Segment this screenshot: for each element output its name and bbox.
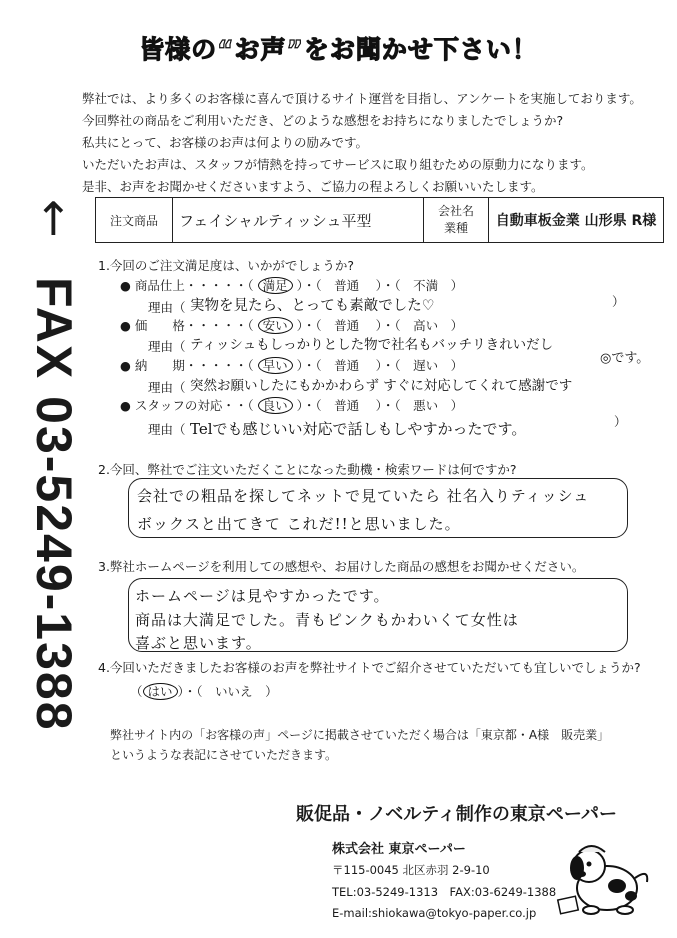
rating-option[interactable]: 普通 — [334, 278, 360, 293]
dog-mascot-icon — [555, 838, 655, 920]
intro-line: 弊社では、より多くのお客様に喜んで頂けるサイト運営を目指し、アンケートを実施しております。 — [82, 91, 642, 106]
company-label — [424, 198, 489, 243]
answer-box-motive[interactable] — [128, 478, 628, 538]
rating-label: ● 商品仕上・・・・・（ — [120, 278, 254, 293]
company-label-industry: 業種 — [443, 221, 468, 235]
reason-label: 理由（ — [148, 300, 186, 315]
consent-yes[interactable]: はい — [143, 683, 178, 700]
rating-row-staff: ● スタッフの対応・・（ 良い ）・（ 普通 ）・（ 悪い ） — [120, 398, 464, 413]
rating-label: ● スタッフの対応・・（ — [120, 398, 254, 413]
reason-answer[interactable]: 突然お願いしたにもかかわらず すぐに対応してくれて感謝です — [190, 378, 573, 394]
rating-option-selected[interactable]: 満足 — [258, 277, 293, 294]
brand-tagline: 販促品・ノベルティ制作の東京ペーパー — [296, 804, 617, 825]
reason-answer[interactable]: Telでも感じいい対応で話しもしやすかったです。 — [190, 420, 527, 438]
intro-text — [82, 88, 662, 198]
intro-line: 私共にとって、お客様のお声は何よりの励みです。 — [82, 135, 369, 150]
reason-label: 理由（ — [148, 380, 186, 395]
reason-label: 理由（ — [148, 339, 186, 354]
product-label: 注文商品 — [96, 198, 173, 243]
intro-line: 今回弊社の商品をご利用いただき、どのような感想をお持ちになりましたでしょうか? — [82, 113, 564, 128]
rating-row-delivery: ● 納 期・・・・・（ 早い ）・（ 普通 ）・（ 遅い ） — [120, 358, 464, 373]
rating-row-price: ● 価 格・・・・・（ 安い ）・（ 普通 ）・（ 高い ） — [120, 318, 464, 333]
reason-label: 理由（ — [148, 422, 186, 437]
rating-option[interactable]: 不満 — [413, 278, 439, 293]
page-title: 皆様の“お声”をお聞かせ下さい！ — [139, 35, 538, 64]
answer-line: 会社での粗品を探してネットで見ていたら 社名入りティッシュ — [137, 487, 590, 505]
order-table — [95, 197, 664, 243]
margin-note: ◎です。 — [600, 351, 650, 366]
rating-option-selected[interactable]: 安い — [258, 317, 293, 334]
answer-line: 商品は大満足でした。青もピンクもかわいくて女性は — [135, 611, 519, 629]
rating-option[interactable]: 普通 — [334, 398, 360, 413]
note-line: というような表記にさせていただきます。 — [110, 748, 338, 762]
question-1: 1.今回のご注文満足度は、いかがでしょうか? — [98, 258, 355, 273]
consent-no[interactable]: いいえ — [215, 684, 253, 699]
rating-option[interactable]: 普通 — [334, 318, 360, 333]
fax-sidebar — [20, 192, 84, 885]
consent-row: （ はい ）・（ いいえ ） — [130, 684, 278, 699]
rating-option[interactable]: 普通 — [334, 358, 360, 373]
rating-option[interactable]: 高い — [413, 318, 439, 333]
rating-label: ● 納 期・・・・・（ — [120, 358, 254, 373]
product-value: フェイシャルティッシュ平型 — [173, 198, 424, 243]
rating-option-selected[interactable]: 良い — [258, 397, 293, 414]
answer-line: ボックスと出てきて これだ!!と思いました。 — [137, 515, 461, 533]
question-3: 3.弊社ホームページを利用しての感想や、お届けした商品の感想をお聞かせください。 — [98, 559, 585, 574]
answer-box-impression[interactable] — [128, 578, 628, 652]
rating-option-selected[interactable]: 早い — [258, 357, 293, 374]
company-value: 自動車板金業 山形県 R様 — [489, 198, 664, 243]
company-name: 株式会社 東京ペーパー — [332, 842, 466, 857]
answer-line: 喜ぶと思います。 — [135, 634, 262, 652]
rating-label: ● 価 格・・・・・（ — [120, 318, 254, 333]
fax-number: FAX 03-5249-1388 — [26, 277, 82, 732]
company-address: 〒115-0045 北区赤羽 2-9-10 — [332, 863, 490, 877]
reason-answer[interactable]: ティッシュもしっかりとした物で社名もバッチリきれいだし — [190, 337, 554, 353]
rating-option[interactable]: 遅い — [413, 358, 439, 373]
company-label-name: 会社名 — [437, 204, 474, 218]
reason-answer[interactable]: 実物を見たら、とっても素敵でした♡ — [190, 298, 435, 314]
rating-option[interactable]: 悪い — [413, 398, 439, 413]
question-2: 2.今回、弊社でご注文いただくことになった動機・検索ワードは何ですか? — [98, 462, 517, 477]
rating-row-finish: ● 商品仕上・・・・・（ 満足 ）・（ 普通 ）・（ 不満 ） — [120, 278, 464, 293]
intro-line: いただいたお声は、スタッフが情熱を持ってサービスに取り組むための原動力になります。 — [82, 157, 594, 172]
company-tel-fax: TEL:03-5249-1313 FAX:03-6249-1388 — [332, 885, 557, 899]
paren-close: ） — [614, 414, 627, 429]
question-4: 4.今回いただきましたお客様のお声を弊社サイトでご紹介させていただいても宜しいでしょうか? — [98, 660, 641, 675]
company-email[interactable]: E-mail:shiokawa@tokyo-paper.co.jp — [332, 906, 537, 920]
answer-line: ホームページは見やすかったです。 — [135, 587, 390, 605]
note-line: 弊社サイト内の「お客様の声」ページに掲載させていただく場合は「東京都・A様 販売業」 — [110, 728, 610, 742]
intro-line: 是非、お声をお聞かせくださいますよう、ご協力の程よろしくお願いいたします。 — [82, 179, 544, 194]
up-arrow-icon: ↑ — [34, 192, 73, 246]
paren-close: ） — [612, 294, 625, 309]
